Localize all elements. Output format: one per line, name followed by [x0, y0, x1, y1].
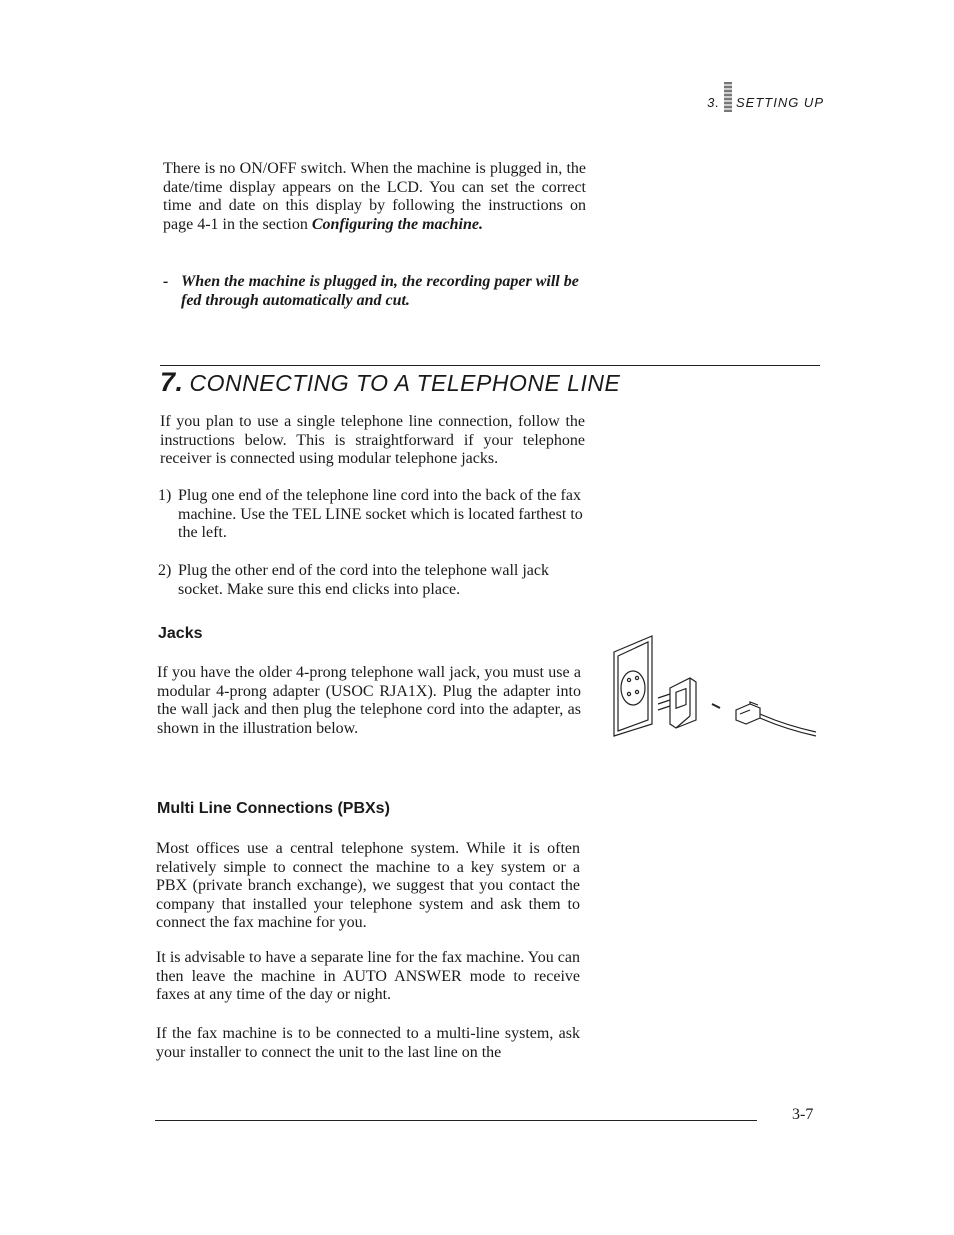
step-text: Plug the other end of the cord into the telephone wall jack socket. Make sure this end clicks into place. — [178, 562, 549, 598]
jacks-paragraph: If you have the older 4-prong telephone wall jack, you must use a modular 4-prong adapter (USOC RJA1X). Plug the adapter into the wall jack and then plug the telephone cord into the adapter, as shown in the illustration below. — [157, 664, 581, 737]
section-label: SETTING UP — [735, 94, 824, 110]
note — [163, 273, 586, 310]
step-1 — [158, 487, 586, 543]
section-title: CONNECTING TO A TELEPHONE LINE — [189, 370, 621, 396]
running-header — [707, 92, 824, 112]
section-heading — [160, 367, 620, 398]
footer-divider — [155, 1120, 757, 1121]
section-intro: If you plan to use a single telephone line connection, follow the instructions below. This is straightforward if your telephone receiver is connected using modular telephone jacks. — [160, 413, 585, 468]
multi-line-heading: Multi Line Connections (PBXs) — [157, 800, 390, 817]
note-dash: - — [163, 273, 169, 290]
intro-text: There is no ON/OFF switch. When the machine is plugged in, the date/time display appears on the LCD. You can set the correct time and date on this display by following the instructions on page 4-1 in the section — [163, 160, 586, 233]
page-number: 3-7 — [792, 1106, 814, 1123]
multi-line-paragraph-3: If the fax machine is to be connected to a multi-line system, ask your installer to connect the unit to the last line on the — [156, 1025, 580, 1061]
step-text: Plug one end of the telephone line cord into the back of the fax machine. Use the TEL LINE socket which is located farthest to the left. — [178, 487, 583, 542]
step-number: 1) — [158, 487, 172, 504]
step-number: 2) — [158, 562, 172, 579]
multi-line-paragraph-2: It is advisable to have a separate line for the fax machine. You can then leave the machine in AUTO ANSWER mode to receive faxes at any time of the day or night. — [156, 949, 580, 1004]
intro-emphasis: Configuring the machine. — [311, 215, 483, 233]
wall-jack-adapter-illustration — [608, 632, 820, 742]
multi-line-paragraph-1: Most offices use a central telephone system. While it is often relatively simple to connect the machine to a key system or a PBX (private branch exchange), we suggest that you contact the company that installed your telephone system and ask them to connect the fax machine for you. — [156, 840, 580, 932]
header-tab-marker — [724, 82, 732, 112]
note-text: When the machine is plugged in, the recording paper will be fed through automatically and cut. — [181, 273, 579, 309]
section-number: 7. — [160, 367, 184, 397]
step-2 — [158, 562, 586, 599]
section-divider — [160, 365, 820, 366]
jacks-heading: Jacks — [158, 625, 203, 642]
intro-paragraph — [163, 160, 586, 234]
chapter-label: 3. — [707, 94, 720, 110]
